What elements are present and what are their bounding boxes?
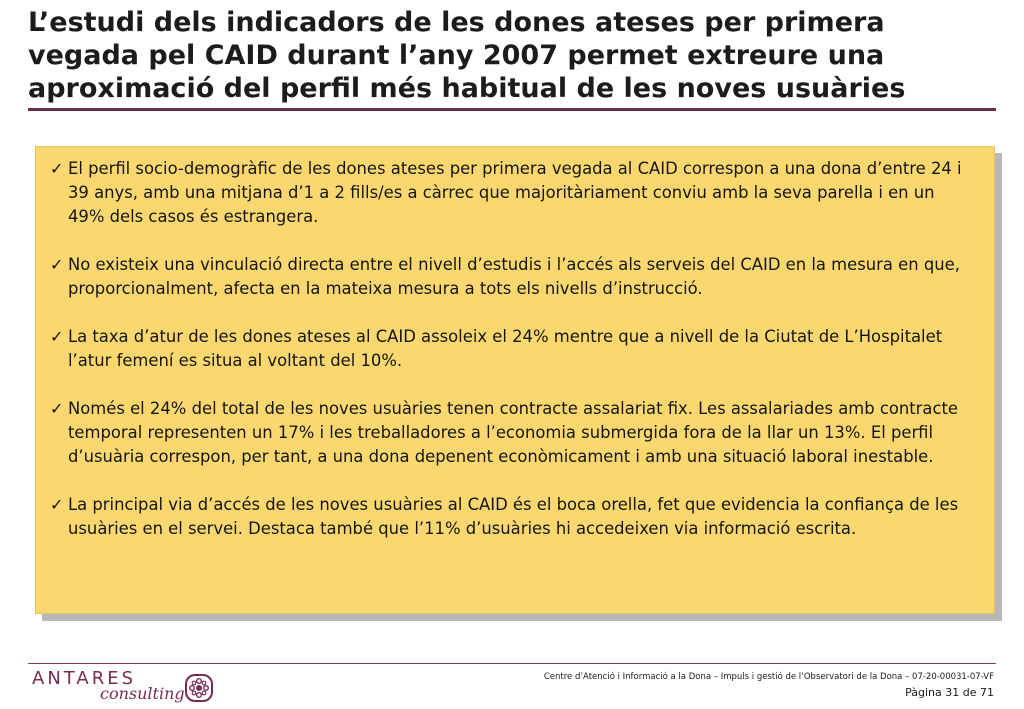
bullet-item	[50, 397, 970, 469]
bullet-text: El perfil socio-demogràfic de les dones ateses per primera vegada al CAID correspon a una dona d’entre 24 i 39 anys, amb una mitjana d’1 a 2 fills/es a càrrec que majoritàriament conviu amb la seva parella i en un 49% dels casos és estrangera.	[68, 159, 962, 226]
check-icon: ✓	[50, 327, 64, 346]
footer-divider	[28, 663, 996, 664]
bullet-item	[50, 157, 970, 229]
title-line-1: L’estudi dels indicadors de les dones ateses per primera	[28, 7, 885, 38]
bullet-item	[50, 253, 970, 301]
content-box	[35, 146, 995, 614]
bullet-text: La principal via d’accés de les noves usuàries al CAID és el boca orella, fet que evidencia la confiança de les usuàries en el servei. Destaca també que l’11% d’usuàries hi accedeixen via informació escrita.	[68, 495, 959, 538]
title-line-2: vegada pel CAID durant l’any 2007 permet extreure una	[28, 40, 885, 71]
check-icon: ✓	[50, 255, 64, 274]
page-number: Pàgina 31 de 71	[905, 686, 994, 699]
bullet-text: La taxa d’atur de les dones ateses al CAID assoleix el 24% mentre que a nivell de la Ciutat de L’Hospitalet l’atur femení es situa al voltant del 10%.	[68, 327, 943, 370]
logo-emblem-icon	[184, 673, 214, 703]
bullet-text: Només el 24% del total de les noves usuàries tenen contracte assalariat fix. Les assalariades amb contracte temporal representen un 17% i les treballadores a l’economia submergida fora de la llar un 13%. El perfil d’usuària correspon, per tant, a una dona depenent econòmicament i amb una situació laboral inestable.	[68, 399, 958, 466]
bullet-item	[50, 325, 970, 373]
check-icon: ✓	[50, 159, 64, 178]
title-divider	[28, 108, 996, 111]
check-icon: ✓	[50, 399, 64, 418]
logo-tagline: consulting	[100, 684, 185, 703]
check-icon: ✓	[50, 495, 64, 514]
bullet-item	[50, 493, 970, 541]
page-title	[28, 6, 988, 105]
title-line-3: aproximació del perfil més habitual de les noves usuàries	[28, 73, 906, 104]
logo-wordmark: ANTARES	[32, 668, 136, 689]
bullet-text: No existeix una vinculació directa entre el nivell d’estudis i l’accés als serveis del CAID en la mesura en que, proporcionalment, afecta en la mateixa mesura a tots els nivells d’instrucció.	[68, 255, 960, 298]
document-reference: Centre d’Atenció i Informació a la Dona – Impuls i gestió de l’Observatori de la Dona – 07-20-00031-07-VF	[543, 672, 994, 682]
